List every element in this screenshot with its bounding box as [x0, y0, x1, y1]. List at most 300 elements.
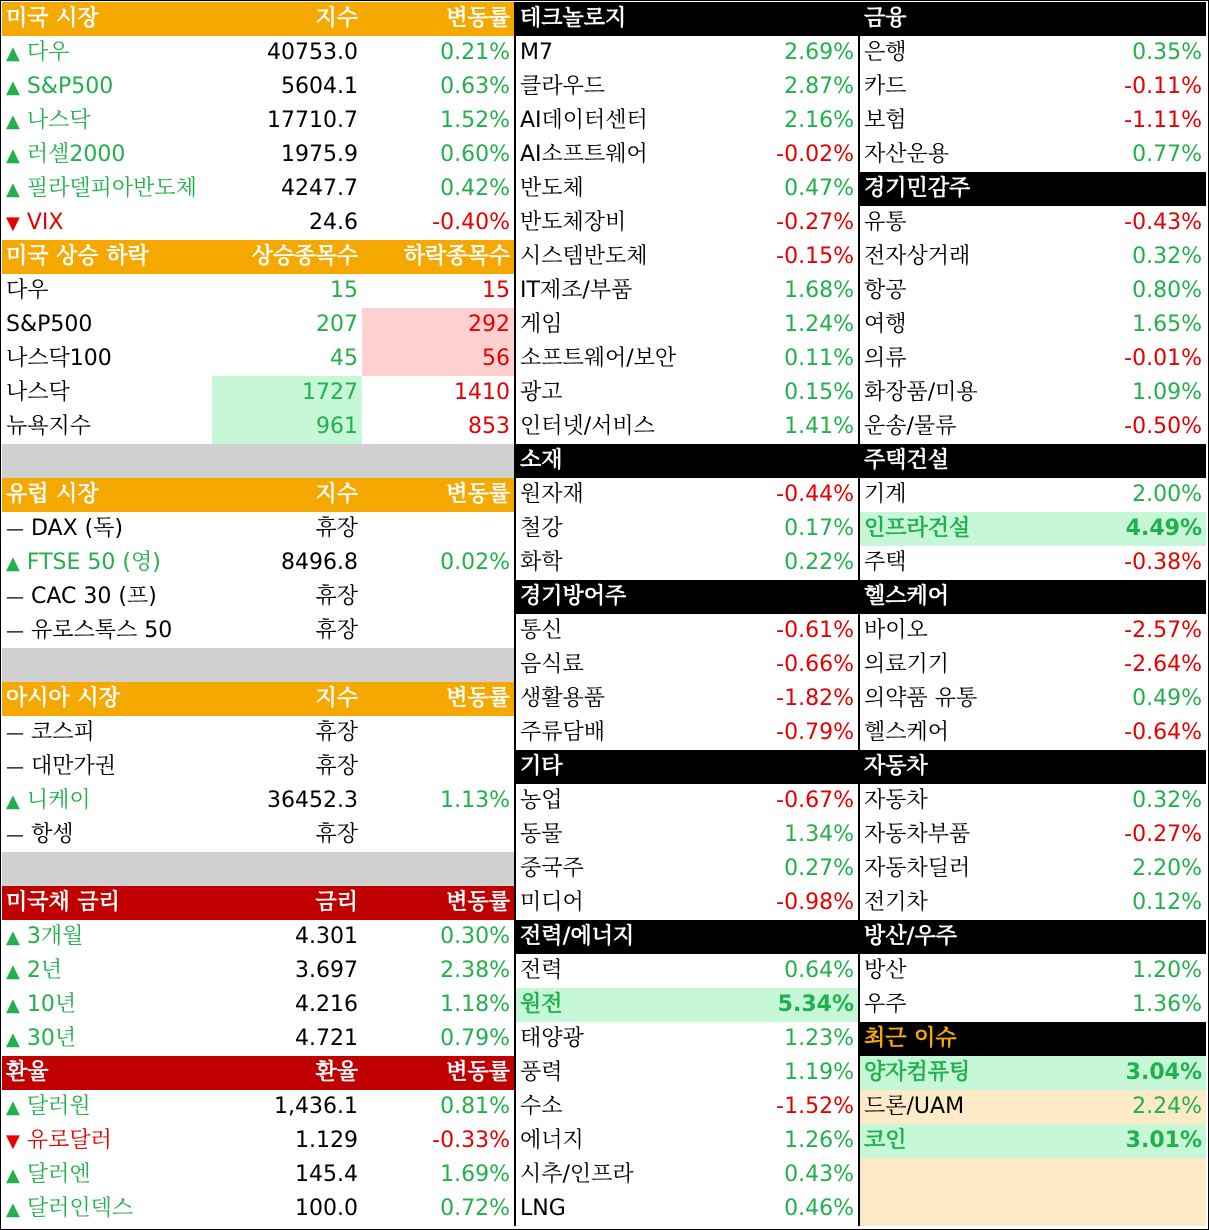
sectors_mid-sector-row — [516, 1056, 858, 1090]
sectors_mid-sector-change: 1.24% — [784, 312, 854, 337]
sectors_right-group-header — [860, 750, 1206, 784]
sectors_mid-sector-change: 1.68% — [784, 278, 854, 303]
us_breadth-header-col1: 상승종목수 — [251, 244, 358, 269]
asia_market-row-value: 휴장 — [315, 822, 358, 847]
us_breadth-row — [2, 410, 514, 444]
sectors_right-sector-row — [860, 308, 1206, 342]
us_market-row — [2, 138, 514, 172]
fx-row-value: 1,436.1 — [274, 1094, 358, 1119]
sectors_mid-sector-name: 태양광 — [520, 1026, 584, 1051]
sectors_mid-sector-change: 1.26% — [784, 1128, 854, 1153]
fx-row-name — [2, 1090, 212, 1124]
sectors_mid-sector-change: -0.66% — [776, 652, 854, 677]
sectors_mid-sector-name: 인터넷/서비스 — [520, 414, 655, 439]
sectors_mid-sector-row — [516, 716, 858, 750]
asia_market-row-label: 니케이 — [26, 788, 91, 813]
sectors_right-sector-change: 2.24% — [1132, 1094, 1202, 1119]
sectors_right-sector-change: -1.11% — [1124, 108, 1202, 133]
dash-icon: — — [6, 519, 24, 540]
sectors_mid-sector-row — [516, 172, 858, 206]
sectors_mid-sector-name: 반도체장비 — [520, 210, 627, 235]
fx-row-name — [2, 1124, 212, 1158]
eu_market-row-value: 휴장 — [315, 618, 358, 643]
sectors_mid-sector-name: IT제조/부품 — [520, 278, 633, 303]
us_bonds-row-value: 4.721 — [295, 1026, 358, 1051]
us_market-row-change: 0.63% — [440, 74, 510, 99]
sectors_mid-sector-change: -1.52% — [776, 1094, 854, 1119]
sectors_mid-sector-change: -0.44% — [776, 482, 854, 507]
eu_market-header-col2: 변동률 — [446, 482, 510, 507]
us_breadth-row-name: 뉴욕지수 — [6, 414, 92, 439]
us_market-header-col1: 지수 — [315, 6, 358, 31]
sectors_mid-group-title: 테크놀로지 — [520, 6, 627, 31]
us_market-row-name — [2, 104, 212, 138]
sectors_right-sector-row — [860, 682, 1206, 716]
dash-icon: — — [6, 621, 24, 642]
us_breadth-row-decliners: 292 — [362, 308, 514, 342]
asia_market-row-label: 대만가권 — [31, 754, 117, 779]
dash-icon: — — [6, 587, 24, 608]
us_breadth-row-name: 나스닥 — [6, 380, 70, 405]
us_market-row — [2, 206, 514, 240]
sectors_mid-sector-change: -0.15% — [776, 244, 854, 269]
eu_market-row-change — [362, 614, 514, 648]
sectors_mid-sector-change: 0.47% — [784, 176, 854, 201]
sectors_right-sector-row — [860, 546, 1206, 580]
sectors_mid-sector-name: 주류담배 — [520, 720, 606, 745]
sectors_mid-sector-change: 1.19% — [784, 1060, 854, 1085]
fx-row-value: 100.0 — [295, 1196, 358, 1221]
us_market-row-label: 나스닥 — [26, 108, 91, 133]
sectors_right-sector-row — [860, 342, 1206, 376]
sectors_mid-sector-name: 화학 — [520, 550, 563, 575]
sectors_right-sector-name: 헬스케어 — [864, 720, 950, 745]
eu_market-row-label: CAC 30 (프) — [31, 584, 157, 609]
asia_market-row — [2, 716, 514, 750]
asia_market-row — [2, 750, 514, 784]
up-triangle-icon: ▲ — [6, 77, 20, 98]
sectors_mid-group-header — [516, 444, 858, 478]
us_bonds-row-name — [2, 1022, 212, 1056]
right-column — [860, 2, 1206, 1226]
sectors_right-sector-name: 의류 — [864, 346, 907, 371]
eu_market-row-name — [2, 512, 212, 546]
sectors_right-sector-change: 2.00% — [1132, 482, 1202, 507]
eu_market-row-change — [362, 580, 514, 614]
sectors_right-sector-name: 카드 — [864, 74, 907, 99]
sectors_mid-sector-change: -0.67% — [776, 788, 854, 813]
spacer-row — [2, 648, 514, 682]
down-triangle-icon: ▼ — [6, 1131, 20, 1152]
sectors_right-group-title: 주택건설 — [864, 448, 950, 473]
sectors_mid-sector-row — [516, 1124, 858, 1158]
sectors_right-group-header — [860, 920, 1206, 954]
sectors_mid-sector-change: 0.64% — [784, 958, 854, 983]
us_market-row-name — [2, 206, 212, 240]
sectors_mid-group-title: 기타 — [520, 754, 563, 779]
sectors_mid-sector-row — [516, 988, 858, 1022]
us_breadth-row — [2, 274, 514, 308]
sectors_mid-sector-name: 원자재 — [520, 482, 584, 507]
sectors_mid-group-header — [516, 920, 858, 954]
up-triangle-icon: ▲ — [6, 791, 20, 812]
sectors_mid-group-title: 경기방어주 — [520, 584, 627, 609]
sectors_mid-sector-change: 1.34% — [784, 822, 854, 847]
us_bonds-row-value: 3.697 — [295, 958, 358, 983]
sectors_right-sector-name: 보험 — [864, 108, 907, 133]
sectors_mid-sector-row — [516, 954, 858, 988]
us_market-row-value: 4247.7 — [281, 176, 358, 201]
up-triangle-icon: ▲ — [6, 995, 20, 1016]
sectors_right-sector-name: 의약품 유통 — [864, 686, 978, 711]
sectors_right-sector-row — [860, 410, 1206, 444]
eu_market-row-name — [2, 580, 212, 614]
sectors_right-sector-change: 0.35% — [1132, 40, 1202, 65]
sectors_right-sector-row — [860, 1090, 1206, 1124]
sectors_right-group-header — [860, 172, 1206, 206]
sectors_mid-sector-name: 철강 — [520, 516, 563, 541]
sectors_right-sector-change: -0.27% — [1124, 822, 1202, 847]
fx-row — [2, 1090, 514, 1124]
sectors_right-sector-row — [860, 376, 1206, 410]
fx-row — [2, 1192, 514, 1226]
sectors_right-sector-row — [860, 512, 1206, 546]
eu_market-row — [2, 580, 514, 614]
us_bonds-header-col1: 금리 — [315, 890, 358, 915]
sectors_right-sector-name: 자동차부품 — [864, 822, 971, 847]
dash-icon: — — [6, 825, 24, 846]
sectors_mid-sector-name: 농업 — [520, 788, 563, 813]
sectors_mid-sector-name: LNG — [520, 1196, 566, 1221]
us_market-row-value: 1975.9 — [281, 142, 358, 167]
asia_market-row-label: 항셍 — [31, 822, 74, 847]
us_bonds-row-value: 4.216 — [295, 992, 358, 1017]
sectors_mid-sector-name: 통신 — [520, 618, 563, 643]
sectors_right-group-title: 자동차 — [864, 754, 928, 779]
sectors_mid-sector-row — [516, 546, 858, 580]
us_breadth-row-advancers: 207 — [316, 312, 358, 337]
sectors_mid-sector-change: 0.15% — [784, 380, 854, 405]
sectors_right-sector-change: 0.77% — [1132, 142, 1202, 167]
sectors_mid-sector-change: 2.16% — [784, 108, 854, 133]
sectors_mid-sector-name: 게임 — [520, 312, 563, 337]
fx-row-value: 145.4 — [295, 1162, 358, 1187]
sectors_right-sector-change: 1.09% — [1132, 380, 1202, 405]
sectors_right-sector-change: 1.36% — [1132, 992, 1202, 1017]
asia_market-row — [2, 818, 514, 852]
sectors_mid-sector-change: 0.27% — [784, 856, 854, 881]
eu_market-row — [2, 512, 514, 546]
sectors_mid-sector-change: -0.98% — [776, 890, 854, 915]
sectors_right-sector-row — [860, 784, 1206, 818]
sectors_mid-sector-row — [516, 648, 858, 682]
sectors_mid-group-title: 소재 — [520, 448, 563, 473]
left-column — [2, 2, 514, 1226]
fx-header-title: 환율 — [6, 1060, 49, 1085]
sectors_mid-sector-row — [516, 478, 858, 512]
sectors_right-group-title: 금융 — [864, 6, 907, 31]
sectors_right-sector-name: 항공 — [864, 278, 907, 303]
us_bonds-row — [2, 920, 514, 954]
sectors_mid-sector-name: 시스템반도체 — [520, 244, 648, 269]
us_market-row-change: 0.60% — [440, 142, 510, 167]
fx-header — [2, 1056, 514, 1090]
sectors_mid-sector-change: 1.23% — [784, 1026, 854, 1051]
fx-row-label: 유로달러 — [26, 1128, 112, 1153]
asia_market-row-change: 1.13% — [440, 788, 510, 813]
sectors_mid-sector-row — [516, 376, 858, 410]
sectors_mid-sector-change: 1.41% — [784, 414, 854, 439]
sectors_right-group-title: 최근 이슈 — [864, 1026, 957, 1051]
sectors_right-sector-row — [860, 240, 1206, 274]
fx-row-change: 0.72% — [440, 1196, 510, 1221]
sectors_right-group-header — [860, 2, 1206, 36]
sectors_right-sector-name: 전자상거래 — [864, 244, 971, 269]
sectors_right-sector-name: 전기차 — [864, 890, 928, 915]
us_breadth-row-decliners: 15 — [482, 278, 510, 303]
down-triangle-icon: ▼ — [6, 213, 20, 234]
us_breadth-row-advancers: 961 — [212, 410, 362, 444]
us_market-row-label: S&P500 — [26, 74, 114, 99]
asia_market-header-col2: 변동률 — [446, 686, 510, 711]
sectors_mid-group-header — [516, 2, 858, 36]
sectors_mid-sector-row — [516, 240, 858, 274]
sectors_right-sector-row — [860, 954, 1206, 988]
us_market-header — [2, 2, 514, 36]
sectors_mid-sector-name: 원전 — [520, 992, 563, 1017]
sectors_right-sector-name: 인프라건설 — [864, 516, 971, 541]
us_breadth-row — [2, 342, 514, 376]
sectors_right-sector-row — [860, 818, 1206, 852]
sectors_mid-sector-row — [516, 886, 858, 920]
sectors_right-sector-change: -2.64% — [1124, 652, 1202, 677]
us_market-row-label: VIX — [26, 210, 64, 235]
sectors_right-sector-row — [860, 648, 1206, 682]
sectors_mid-sector-name: 반도체 — [520, 176, 584, 201]
eu_market-row-name — [2, 546, 212, 580]
sectors_mid-group-header — [516, 750, 858, 784]
us_market-row — [2, 172, 514, 206]
fx-row — [2, 1158, 514, 1192]
sectors_right-blank-row — [860, 1158, 1206, 1192]
sectors_mid-sector-name: 미디어 — [520, 890, 584, 915]
us_breadth-row-name: 나스닥100 — [6, 346, 112, 371]
us_market-row-change: 0.21% — [440, 40, 510, 65]
us_breadth-row — [2, 376, 514, 410]
asia_market-row-value: 36452.3 — [267, 788, 358, 813]
eu_market-header-title: 유럽 시장 — [6, 482, 99, 507]
spacer-row — [2, 444, 514, 478]
sectors_right-sector-name: 자산운용 — [864, 142, 950, 167]
eu_market-row-value: 휴장 — [315, 516, 358, 541]
us_bonds-header — [2, 886, 514, 920]
us_market-row-change: 0.42% — [440, 176, 510, 201]
us_market-row-value: 5604.1 — [281, 74, 358, 99]
us_bonds-row-change: 2.38% — [440, 958, 510, 983]
us_breadth-row-name: S&P500 — [6, 312, 93, 337]
fx-row-label: 달러인덱스 — [26, 1196, 134, 1221]
sectors_right-sector-name: 화장품/미용 — [864, 380, 978, 405]
fx-row-value: 1.129 — [295, 1128, 358, 1153]
sectors_right-group-title: 경기민감주 — [864, 176, 971, 201]
dash-icon: — — [6, 723, 24, 744]
sectors_right-sector-change: 3.04% — [1125, 1060, 1202, 1085]
sectors_right-sector-change: -0.50% — [1124, 414, 1202, 439]
sectors_right-sector-name: 유통 — [864, 210, 907, 235]
up-triangle-icon: ▲ — [6, 111, 20, 132]
up-triangle-icon: ▲ — [6, 927, 20, 948]
sectors_right-sector-change: -0.01% — [1124, 346, 1202, 371]
us_breadth-row-advancers: 45 — [330, 346, 358, 371]
us_market-row — [2, 70, 514, 104]
eu_market-header — [2, 478, 514, 512]
us_market-row-label: 다우 — [26, 40, 70, 65]
sectors_right-group-title: 헬스케어 — [864, 584, 950, 609]
us_bonds-row-change: 0.30% — [440, 924, 510, 949]
eu_market-row-value: 8496.8 — [281, 550, 358, 575]
us_breadth-row-name: 다우 — [6, 278, 49, 303]
us_bonds-row-name — [2, 920, 212, 954]
sectors_mid-sector-row — [516, 1158, 858, 1192]
us_breadth-header-col2: 하락종목수 — [403, 244, 510, 269]
us_market-header-col2: 변동률 — [446, 6, 510, 31]
sectors_mid-sector-change: 0.11% — [784, 346, 854, 371]
fx-row-change: -0.33% — [432, 1128, 510, 1153]
us_market-row-name — [2, 70, 212, 104]
asia_market-row — [2, 784, 514, 818]
fx-row-name — [2, 1192, 212, 1226]
us_market-row-name — [2, 36, 212, 70]
eu_market-row-change: 0.02% — [440, 550, 510, 575]
us_market-row — [2, 36, 514, 70]
sectors_right-sector-row — [860, 716, 1206, 750]
sectors_right-group-header — [860, 580, 1206, 614]
sectors_right-sector-change: -2.57% — [1124, 618, 1202, 643]
sectors_right-sector-name: 주택 — [864, 550, 907, 575]
fx-header-col2: 변동률 — [446, 1060, 510, 1085]
dash-icon: — — [6, 757, 24, 778]
asia_market-row-value: 휴장 — [315, 720, 358, 745]
mid-column — [516, 2, 858, 1226]
us_market-row-change: 1.52% — [440, 108, 510, 133]
up-triangle-icon: ▲ — [6, 1029, 20, 1050]
sectors_right-sector-change: 1.20% — [1132, 958, 1202, 983]
sectors_mid-sector-row — [516, 410, 858, 444]
sectors_mid-sector-row — [516, 308, 858, 342]
sectors_mid-sector-name: 수소 — [520, 1094, 563, 1119]
us_bonds-row-name — [2, 954, 212, 988]
us_market-row-name — [2, 138, 212, 172]
sectors_mid-sector-name: 에너지 — [520, 1128, 584, 1153]
sectors_mid-sector-change: 0.43% — [784, 1162, 854, 1187]
sectors_mid-sector-change: 0.46% — [784, 1196, 854, 1221]
sectors_right-sector-name: 바이오 — [864, 618, 928, 643]
sectors_right-sector-change: 2.20% — [1132, 856, 1202, 881]
sectors_right-blank-row — [860, 1192, 1206, 1226]
sectors_right-sector-row — [860, 206, 1206, 240]
eu_market-row — [2, 546, 514, 580]
fx-row-name — [2, 1158, 212, 1192]
sectors_right-sector-change: 0.32% — [1132, 788, 1202, 813]
sectors_right-sector-change: 3.01% — [1125, 1128, 1202, 1153]
sectors_mid-sector-change: -1.82% — [776, 686, 854, 711]
fx-row-label: 달러엔 — [26, 1162, 91, 1187]
sectors_right-sector-name: 드론/UAM — [864, 1094, 965, 1119]
fx-header-col1: 환율 — [315, 1060, 358, 1085]
us_bonds-row-label: 10년 — [26, 992, 77, 1017]
us_breadth-header — [2, 240, 514, 274]
us_bonds-header-col2: 변동률 — [446, 890, 510, 915]
asia_market-row-change — [362, 818, 514, 852]
sectors_right-sector-change: -0.38% — [1124, 550, 1202, 575]
asia_market-row-name — [2, 818, 212, 852]
sectors_mid-sector-name: M7 — [520, 40, 553, 65]
us_breadth-header-title: 미국 상승 하락 — [6, 244, 149, 269]
sectors_right-sector-row — [860, 614, 1206, 648]
sectors_right-group-title: 방산/우주 — [864, 924, 958, 949]
us_bonds-row-change: 1.18% — [440, 992, 510, 1017]
sectors_right-sector-name: 운송/물류 — [864, 414, 957, 439]
sectors_mid-sector-row — [516, 138, 858, 172]
up-triangle-icon: ▲ — [6, 43, 20, 64]
eu_market-row-change — [362, 512, 514, 546]
asia_market-row-change — [362, 716, 514, 750]
sectors_mid-sector-name: AI소프트웨어 — [520, 142, 648, 167]
sectors_mid-sector-change: -0.02% — [776, 142, 854, 167]
sectors_mid-sector-row — [516, 206, 858, 240]
up-triangle-icon: ▲ — [6, 1199, 20, 1220]
sectors_mid-sector-change: 5.34% — [777, 992, 854, 1017]
sectors_mid-sector-row — [516, 512, 858, 546]
up-triangle-icon: ▲ — [6, 961, 20, 982]
sectors_right-sector-change: -0.43% — [1124, 210, 1202, 235]
sectors_mid-sector-name: 소프트웨어/보안 — [520, 346, 677, 371]
us_bonds-row-value: 4.301 — [295, 924, 358, 949]
us_market-row-value: 17710.7 — [267, 108, 358, 133]
sectors_right-sector-row — [860, 988, 1206, 1022]
sectors_mid-sector-change: 2.87% — [784, 74, 854, 99]
asia_market-row-name — [2, 716, 212, 750]
sectors_right-sector-row — [860, 36, 1206, 70]
sectors_right-sector-row — [860, 886, 1206, 920]
sectors_mid-sector-name: 풍력 — [520, 1060, 563, 1085]
us_bonds-row-label: 2년 — [26, 958, 63, 983]
sectors_mid-sector-change: 2.69% — [784, 40, 854, 65]
sectors_mid-sector-name: AI데이터센터 — [520, 108, 648, 133]
sectors_mid-sector-name: 중국주 — [520, 856, 584, 881]
fx-row-label: 달러원 — [26, 1094, 91, 1119]
sectors_right-sector-name: 코인 — [864, 1128, 907, 1153]
us_bonds-row — [2, 988, 514, 1022]
sectors_mid-sector-row — [516, 784, 858, 818]
us_breadth-row-decliners: 853 — [468, 414, 510, 439]
us_breadth-row-decliners: 1410 — [454, 380, 510, 405]
sectors_mid-sector-name: 시추/인프라 — [520, 1162, 634, 1187]
sectors_right-sector-change: 0.32% — [1132, 244, 1202, 269]
sectors_mid-sector-row — [516, 70, 858, 104]
sectors_mid-sector-row — [516, 36, 858, 70]
sectors_right-sector-change: 0.12% — [1132, 890, 1202, 915]
sectors_mid-sector-row — [516, 1090, 858, 1124]
eu_market-row-value: 휴장 — [315, 584, 358, 609]
asia_market-header-title: 아시아 시장 — [6, 686, 120, 711]
sectors_right-group-header — [860, 444, 1206, 478]
sectors_mid-sector-change: -0.27% — [776, 210, 854, 235]
sectors_mid-sector-row — [516, 1022, 858, 1056]
fx-row-change: 1.69% — [440, 1162, 510, 1187]
us_bonds-header-title: 미국채 금리 — [6, 890, 120, 915]
sectors_right-sector-row — [860, 70, 1206, 104]
